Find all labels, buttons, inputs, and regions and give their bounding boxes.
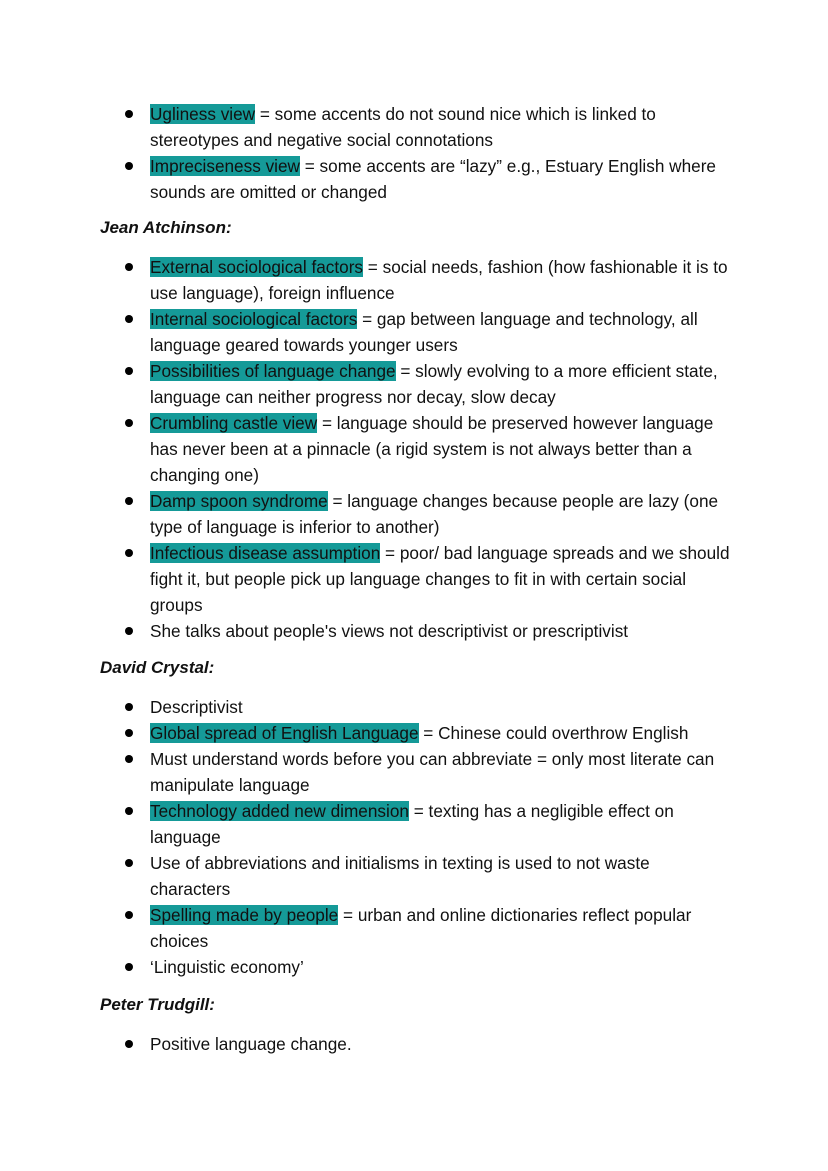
item-text: = language should be preserved however language has never been at a pinnacle (a rigid system is not always better than a changing one) [150, 413, 714, 485]
list-item [0, 1031, 828, 1057]
highlighted-term: Crumbling castle view [150, 413, 318, 433]
bullet-icon [125, 497, 133, 505]
bullet-icon [125, 263, 133, 271]
bullet-icon [125, 549, 133, 557]
list-item [0, 694, 828, 720]
item-text: = slowly evolving to a more efficient state, language can neither progress nor decay, slow decay [150, 361, 718, 407]
bullet-list-accents [0, 101, 828, 205]
list-item [0, 902, 828, 954]
list-item [0, 746, 828, 798]
item-text: = urban and online dictionaries reflect popular choices [150, 905, 692, 951]
highlighted-term: Damp spoon syndrome [150, 491, 328, 511]
item-text: = texting has a negligible effect on language [150, 801, 674, 847]
bullet-icon [125, 859, 133, 867]
item-text: Positive language change. [150, 1034, 352, 1054]
section-heading: David Crystal: [100, 658, 215, 677]
list-item [0, 410, 828, 488]
item-text: Use of abbreviations and initialisms in texting is used to not waste characters [150, 853, 650, 899]
highlighted-term: Internal sociological factors [150, 309, 358, 329]
bullet-icon [125, 963, 133, 971]
list-item [0, 101, 828, 153]
list-item [0, 850, 828, 902]
bullet-icon [125, 911, 133, 919]
item-text: = some accents do not sound nice which is linked to stereotypes and negative social connotations [150, 104, 656, 150]
bullet-icon [125, 419, 133, 427]
list-item [0, 488, 828, 540]
list-item [0, 153, 828, 205]
highlighted-term: Ugliness view [150, 104, 256, 124]
bullet-icon [125, 729, 133, 737]
list-item [0, 306, 828, 358]
highlighted-term: Possibilities of language change [150, 361, 396, 381]
highlighted-term: Infectious disease assumption [150, 543, 381, 563]
item-text: She talks about people's views not descriptivist or prescriptivist [150, 621, 629, 641]
item-text: = language changes because people are lazy (one type of language is inferior to another) [150, 491, 719, 537]
bullet-icon [125, 703, 133, 711]
item-text: = Chinese could overthrow English [418, 723, 689, 743]
item-text: = gap between language and technology, all language geared towards younger users [150, 309, 698, 355]
bullet-icon [125, 110, 133, 118]
highlighted-term: External sociological factors [150, 257, 364, 277]
list-item [0, 798, 828, 850]
bullet-icon [125, 162, 133, 170]
item-text: ‘Linguistic economy’ [150, 957, 304, 977]
highlighted-term: Impreciseness view [150, 156, 300, 176]
bullet-icon [125, 315, 133, 323]
item-text: = poor/ bad language spreads and we should fight it, but people pick up language changes to fit in with certain social groups [150, 543, 730, 615]
list-item [0, 954, 828, 980]
bullet-icon [125, 807, 133, 815]
highlighted-term: Global spread of English Language [150, 723, 419, 743]
bullet-icon [125, 367, 133, 375]
list-item [0, 720, 828, 746]
list-item [0, 358, 828, 410]
item-text: = some accents are “lazy” e.g., Estuary English where sounds are omitted or changed [150, 156, 716, 202]
list-item [0, 254, 828, 306]
bullet-list-crystal [0, 694, 828, 980]
bullet-icon [125, 627, 133, 635]
bullet-list-atchinson [0, 254, 828, 644]
section-heading: Jean Atchinson: [100, 218, 232, 237]
list-item [0, 540, 828, 618]
bullet-icon [125, 755, 133, 763]
section-heading: Peter Trudgill: [100, 995, 215, 1014]
highlighted-term: Spelling made by people [150, 905, 339, 925]
item-text: Must understand words before you can abbreviate = only most literate can manipulate language [150, 749, 715, 795]
bullet-icon [125, 1040, 133, 1048]
item-text: Descriptivist [150, 697, 243, 717]
bullet-list-trudgill [0, 1031, 828, 1057]
highlighted-term: Technology added new dimension [150, 801, 409, 821]
list-item [0, 618, 828, 644]
item-text: = social needs, fashion (how fashionable it is to use language), foreign influence [150, 257, 728, 303]
